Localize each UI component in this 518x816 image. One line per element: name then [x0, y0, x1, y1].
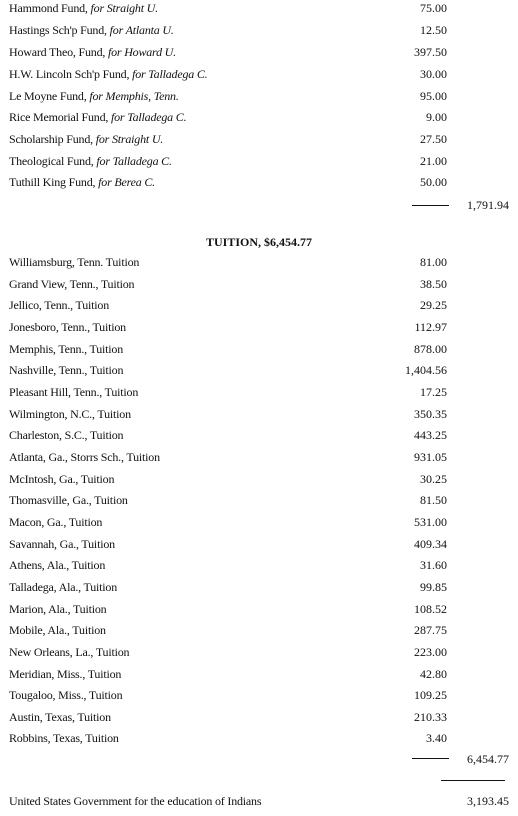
tuition-amount: 112.97 [414, 320, 447, 334]
list-item [9, 405, 509, 423]
tuition-amount: 223.00 [414, 645, 447, 659]
tuition-label: Talladega, Ala., Tuition [9, 580, 118, 594]
funds-total: 1,791.94 [467, 198, 509, 212]
tuition-label: Savannah, Ga., Tuition [9, 537, 115, 551]
tuition-amount: 1,404.56 [405, 363, 447, 377]
list-item [9, 686, 509, 704]
tuition-label: Atlanta, Ga., Storrs Sch., Tuition [9, 450, 160, 464]
tuition-label: Austin, Texas, Tuition [9, 710, 111, 724]
list-item [9, 296, 509, 314]
fund-name: Hastings Sch'p Fund, [9, 23, 107, 37]
fund-amount: 50.00 [420, 175, 447, 189]
tuition-amount: 3.40 [426, 731, 447, 745]
tuition-label: Marion, Ala., Tuition [9, 602, 107, 616]
fund-amount: 30.00 [420, 67, 447, 81]
fund-amount: 95.00 [420, 89, 447, 103]
government-amount: 3,193.45 [467, 794, 509, 808]
list-item [9, 470, 509, 488]
list-item [9, 491, 509, 509]
tuition-amount: 931.05 [414, 450, 447, 464]
tuition-label: Thomasville, Ga., Tuition [9, 493, 128, 507]
fund-beneficiary: for Atlanta U. [109, 23, 174, 37]
fund-amount: 21.00 [420, 154, 447, 168]
tuition-label: Jellico, Tenn., Tuition [9, 298, 110, 312]
list-item [9, 643, 509, 661]
tuition-total-row [9, 750, 509, 768]
government-label: United States Government for the education of Indians [9, 794, 262, 808]
tuition-label: Williamsburg, Tenn. Tuition [9, 255, 140, 269]
tuition-label: Macon, Ga., Tuition [9, 515, 103, 529]
fund-name: Le Moyne Fund, [9, 89, 87, 103]
list-item [9, 383, 509, 401]
list-item [9, 173, 509, 191]
tuition-label: Wilmington, N.C., Tuition [9, 407, 131, 421]
fund-name: Theological Fund, [9, 154, 94, 168]
fund-beneficiary: for Berea C. [98, 175, 155, 189]
tuition-label: New Orleans, La., Tuition [9, 645, 130, 659]
tuition-amount: 81.50 [420, 493, 447, 507]
fund-beneficiary: for Memphis, Tenn. [89, 89, 179, 103]
tuition-amount: 31.60 [420, 558, 447, 572]
list-item [9, 152, 509, 170]
tuition-label: Mobile, Ala., Tuition [9, 623, 106, 637]
tuition-amount: 42.80 [420, 667, 447, 681]
tuition-label: Grand View, Tenn., Tuition [9, 277, 135, 291]
tuition-label: Robbins, Texas, Tuition [9, 731, 119, 745]
fund-amount: 12.50 [420, 23, 447, 37]
list-item [9, 108, 509, 126]
fund-amount: 9.00 [426, 110, 447, 124]
fund-name: Rice Memorial Fund, [9, 110, 109, 124]
list-item [9, 65, 509, 83]
list-item [9, 665, 509, 683]
list-item [9, 361, 509, 379]
tuition-label: Tougaloo, Miss., Tuition [9, 688, 123, 702]
tuition-amount: 109.25 [414, 688, 447, 702]
fund-name: Hammond Fund, [9, 1, 88, 15]
tuition-heading: TUITION, $6,454.77 [205, 235, 312, 249]
tuition-label: Pleasant Hill, Tenn., Tuition [9, 385, 139, 399]
fund-name: Howard Theo, Fund, [9, 45, 106, 59]
tuition-label: Memphis, Tenn., Tuition [9, 342, 124, 356]
list-item [9, 729, 509, 747]
funds-total-row [9, 196, 509, 214]
list-item [9, 448, 509, 466]
list-item [9, 130, 509, 148]
tuition-amount: 108.52 [414, 602, 447, 616]
tuition-label: Charleston, S.C., Tuition [9, 428, 124, 442]
fund-beneficiary: for Straight U. [90, 1, 158, 15]
fund-name: Scholarship Fund, [9, 132, 93, 146]
list-item [9, 621, 509, 639]
tuition-amount: 878.00 [414, 342, 447, 356]
tuition-amount: 29.25 [420, 298, 447, 312]
fund-name: H.W. Lincoln Sch'p Fund, [9, 67, 130, 81]
tuition-total: 6,454.77 [467, 752, 509, 766]
fund-amount: 27.50 [420, 132, 447, 146]
list-item [9, 578, 509, 596]
tuition-amount: 30.25 [420, 472, 447, 486]
list-item [9, 253, 509, 271]
fund-amount: 75.00 [420, 1, 447, 15]
list-item [9, 600, 509, 618]
tuition-label: Meridian, Miss., Tuition [9, 667, 122, 681]
tuition-amount: 38.50 [420, 277, 447, 291]
fund-name: Tuthill King Fund, [9, 175, 96, 189]
tuition-amount: 443.25 [414, 428, 447, 442]
fund-beneficiary: for Talladega C. [132, 67, 208, 81]
fund-beneficiary: for Howard U. [107, 45, 176, 59]
tuition-label: Athens, Ala., Tuition [9, 558, 106, 572]
list-item [9, 708, 509, 726]
list-item [9, 535, 509, 553]
tuition-amount: 531.00 [414, 515, 447, 529]
tuition-amount: 287.75 [414, 623, 447, 637]
government-row [9, 792, 509, 810]
list-item [9, 426, 509, 444]
fund-beneficiary: for Talladega C. [111, 110, 187, 124]
tuition-amount: 210.33 [414, 710, 447, 724]
list-item [9, 340, 509, 358]
list-item [9, 21, 509, 39]
list-item [9, 318, 509, 336]
fund-amount: 397.50 [414, 45, 447, 59]
list-item [9, 43, 509, 61]
list-item [9, 513, 509, 531]
total-rule [441, 780, 505, 781]
tuition-amount: 409.34 [414, 537, 447, 551]
tuition-amount: 350.35 [414, 407, 447, 421]
fund-beneficiary: for Straight U. [95, 132, 164, 146]
list-item [9, 87, 509, 105]
tuition-amount: 17.25 [420, 385, 447, 399]
tuition-label: Nashville, Tenn., Tuition [9, 363, 124, 377]
tuition-amount: 99.85 [420, 580, 447, 594]
fund-beneficiary: for Talladega C. [96, 154, 172, 168]
tuition-label: McIntosh, Ga., Tuition [9, 472, 115, 486]
list-item [9, 556, 509, 574]
list-item [9, 275, 509, 293]
list-item [9, 0, 509, 17]
tuition-amount: 81.00 [420, 255, 447, 269]
tuition-label: Jonesboro, Tenn., Tuition [9, 320, 126, 334]
